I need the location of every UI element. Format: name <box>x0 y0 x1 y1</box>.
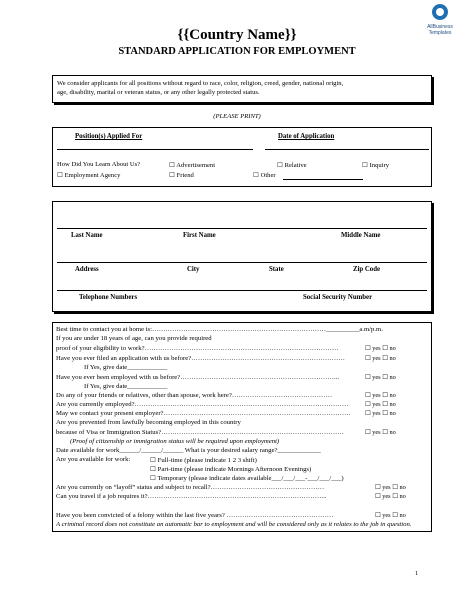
checkbox-icon[interactable]: ☐ <box>169 172 175 179</box>
opt-inquiry[interactable] <box>362 161 389 169</box>
checkbox-icon[interactable]: ☐ <box>375 493 381 500</box>
no-label: no <box>399 484 406 491</box>
yes-label: yes <box>372 401 381 408</box>
checkbox-icon[interactable]: ☐ <box>382 392 388 399</box>
page-number: 1 <box>415 570 419 577</box>
yes-no-filed[interactable] <box>365 355 396 362</box>
no-label: no <box>389 429 396 436</box>
date-label: Date of Application <box>278 133 335 140</box>
checkbox-icon[interactable]: ☐ <box>392 512 398 519</box>
checkbox-icon[interactable]: ☐ <box>382 345 388 352</box>
opt-relative[interactable] <box>277 161 307 169</box>
q-currently-employed: Are you currently employed?…………………………………………………………………………………… <box>56 401 349 408</box>
checkbox-icon[interactable]: ☐ <box>365 401 371 408</box>
checkbox-icon[interactable]: ☐ <box>365 392 371 399</box>
brand-line2: Templates <box>428 30 452 36</box>
address-label: Address <box>75 266 99 273</box>
print-note: (PLEASE PRINT) <box>213 113 261 120</box>
yes-no-proof[interactable] <box>365 345 396 352</box>
yes-label: yes <box>372 345 381 352</box>
q-proof-eligibility: proof of your eligibility to work?…………………………………………………………………………… <box>56 345 339 352</box>
checkbox-icon[interactable]: ☐ <box>392 484 398 491</box>
opt-other-label: Other <box>260 172 276 179</box>
no-label: no <box>389 355 396 362</box>
opt-part-time-label: Part-time (please indicate Mornings Afternoon Evenings) <box>157 466 312 473</box>
personal-section <box>52 201 432 312</box>
first-name-label: First Name <box>183 232 216 239</box>
learn-label: How Did You Learn About Us? <box>57 161 141 168</box>
page-title: STANDARD APPLICATION FOR EMPLOYMENT <box>118 46 356 57</box>
checkbox-icon[interactable]: ☐ <box>382 355 388 362</box>
yes-no-relatives[interactable] <box>365 392 396 399</box>
checkbox-icon[interactable]: ☐ <box>365 429 371 436</box>
q-contact-time: Best time to contact you at home is:……………………………………………………………………__________a.m/p.m. <box>56 326 383 333</box>
address-input-line[interactable] <box>57 262 427 263</box>
yes-label: yes <box>382 484 391 491</box>
opt-advertisement[interactable] <box>169 161 215 169</box>
checkbox-icon[interactable]: ☐ <box>253 172 259 179</box>
yes-no-felony[interactable] <box>375 512 406 519</box>
criminal-record-note: A criminal record does not constitute an automatic bar to employment and will be considered only as it relates to the job in question. <box>56 521 412 528</box>
opt-employment-agency-label: Employment Agency <box>64 172 121 179</box>
q-date-salary: Date available for work______/______/______ What is your desired salary range?_____________ <box>56 447 321 454</box>
opt-employment-agency[interactable] <box>57 171 120 179</box>
q-proof-note: (Proof of citizenship or immigration status will be required upon employment) <box>70 438 280 445</box>
q-layoff: Are you currently on “layoff” status and subject to recall?…………………………………………… <box>56 484 325 491</box>
opt-friend[interactable] <box>169 171 194 179</box>
middle-name-label: Middle Name <box>341 232 381 239</box>
checkbox-icon[interactable]: ☐ <box>375 512 381 519</box>
q-relatives: Do any of your friends or relatives, other than spouse, work here?……………………………………… <box>56 392 333 399</box>
yes-no-layoff[interactable] <box>375 484 406 491</box>
checkbox-icon[interactable]: ☐ <box>382 401 388 408</box>
checkbox-icon[interactable]: ☐ <box>382 429 388 436</box>
opt-inquiry-label: Inquiry <box>369 162 389 169</box>
questions-section <box>52 322 432 532</box>
name-input-line[interactable] <box>57 228 427 229</box>
checkbox-icon[interactable]: ☐ <box>150 466 156 473</box>
checkbox-icon[interactable]: ☐ <box>169 162 175 169</box>
checkbox-icon[interactable]: ☐ <box>365 355 371 362</box>
opt-part-time[interactable] <box>150 465 311 473</box>
yes-label: yes <box>372 374 381 381</box>
opt-temporary[interactable] <box>150 474 344 482</box>
yes-label: yes <box>372 429 381 436</box>
yes-no-travel[interactable] <box>375 493 406 500</box>
no-label: no <box>399 512 406 519</box>
no-label: no <box>399 493 406 500</box>
yes-no-currently-employed[interactable] <box>365 401 396 408</box>
no-label: no <box>389 410 396 417</box>
q-employed-date: If Yes, give date____________ <box>84 383 168 390</box>
position-label: Position(s) Applied For <box>75 133 143 140</box>
q-contact-employer: May we contact your present employer?………………………………………………………………………… <box>56 410 351 417</box>
allbusiness-logo-icon <box>432 4 448 20</box>
notice-line2: age, disability, marital or veteran status, or any other legally protected status. <box>57 89 260 96</box>
checkbox-icon[interactable]: ☐ <box>365 410 371 417</box>
ssn-label: Social Security Number <box>303 294 373 301</box>
other-input-line[interactable] <box>283 179 363 180</box>
yes-no-contact-employer[interactable] <box>365 410 396 417</box>
phone-input-line[interactable] <box>57 290 427 291</box>
checkbox-icon[interactable]: ☐ <box>150 475 156 482</box>
yes-label: yes <box>382 493 391 500</box>
yes-no-visa[interactable] <box>365 429 396 436</box>
date-input-line[interactable] <box>265 149 429 150</box>
checkbox-icon[interactable]: ☐ <box>382 374 388 381</box>
checkbox-icon[interactable]: ☐ <box>362 162 368 169</box>
opt-temporary-label: Temporary (please indicate dates available___/___/___-___/___/___) <box>157 475 344 482</box>
checkbox-icon[interactable]: ☐ <box>392 493 398 500</box>
checkbox-icon[interactable]: ☐ <box>365 345 371 352</box>
notice-line1: We consider applicants for all positions without regard to race, color, religion, creed, gender, national origin, <box>57 80 344 87</box>
state-label: State <box>269 266 284 273</box>
yes-label: yes <box>382 512 391 519</box>
yes-label: yes <box>372 355 381 362</box>
country-name: {{Country Name}} <box>177 27 297 43</box>
opt-friend-label: Friend <box>176 172 194 179</box>
yes-label: yes <box>372 392 381 399</box>
q-availability-label: Are you available for work: <box>56 456 131 463</box>
opt-advertisement-label: Advertisement <box>176 162 216 169</box>
opt-other[interactable] <box>253 171 276 179</box>
yes-no-employed-before[interactable] <box>365 374 396 381</box>
checkbox-icon[interactable]: ☐ <box>57 172 63 179</box>
q-visa-status: because of Visa or Immigration Status?………………………………………………………………………. <box>56 429 344 436</box>
opt-full-time-label: Full-time (please indicate 1 2 3 shift) <box>157 457 257 464</box>
q-filed-before: Have you ever filed an application with us before?…………………………………………………………… <box>56 355 345 362</box>
q-filed-date: If Yes, give date____________ <box>84 364 168 371</box>
city-label: City <box>187 266 200 273</box>
q-felony: Have you been convicted of a felony within the last five years? ………………………………………… <box>56 512 334 519</box>
zip-label: Zip Code <box>353 266 381 273</box>
q-prevented-lawfully: Are you prevented from lawfully becoming employed in this country <box>56 419 241 426</box>
yes-label: yes <box>372 410 381 417</box>
checkbox-icon[interactable]: ☐ <box>375 484 381 491</box>
no-label: no <box>389 345 396 352</box>
no-label: no <box>389 374 396 381</box>
checkbox-icon[interactable]: ☐ <box>277 162 283 169</box>
no-label: no <box>389 392 396 399</box>
checkbox-icon[interactable]: ☐ <box>365 374 371 381</box>
position-section <box>52 127 432 187</box>
notice-box <box>52 75 432 103</box>
opt-relative-label: Relative <box>284 162 307 169</box>
q-travel: Can you travel if a job requires it?……………………………………………………………………... <box>56 493 327 500</box>
q-under-18: If you are under 18 years of age, can you provide required <box>56 335 212 342</box>
telephone-label: Telephone Numbers <box>79 294 138 301</box>
checkbox-icon[interactable]: ☐ <box>382 410 388 417</box>
no-label: no <box>389 401 396 408</box>
brand-line1: AllBusiness <box>427 24 453 30</box>
q-employed-before: Have you ever been employed with us before?……………………………………………………………... <box>56 374 340 381</box>
opt-full-time[interactable] <box>150 456 257 464</box>
position-input-line[interactable] <box>57 149 253 150</box>
checkbox-icon[interactable]: ☐ <box>150 457 156 464</box>
last-name-label: Last Name <box>71 232 103 239</box>
